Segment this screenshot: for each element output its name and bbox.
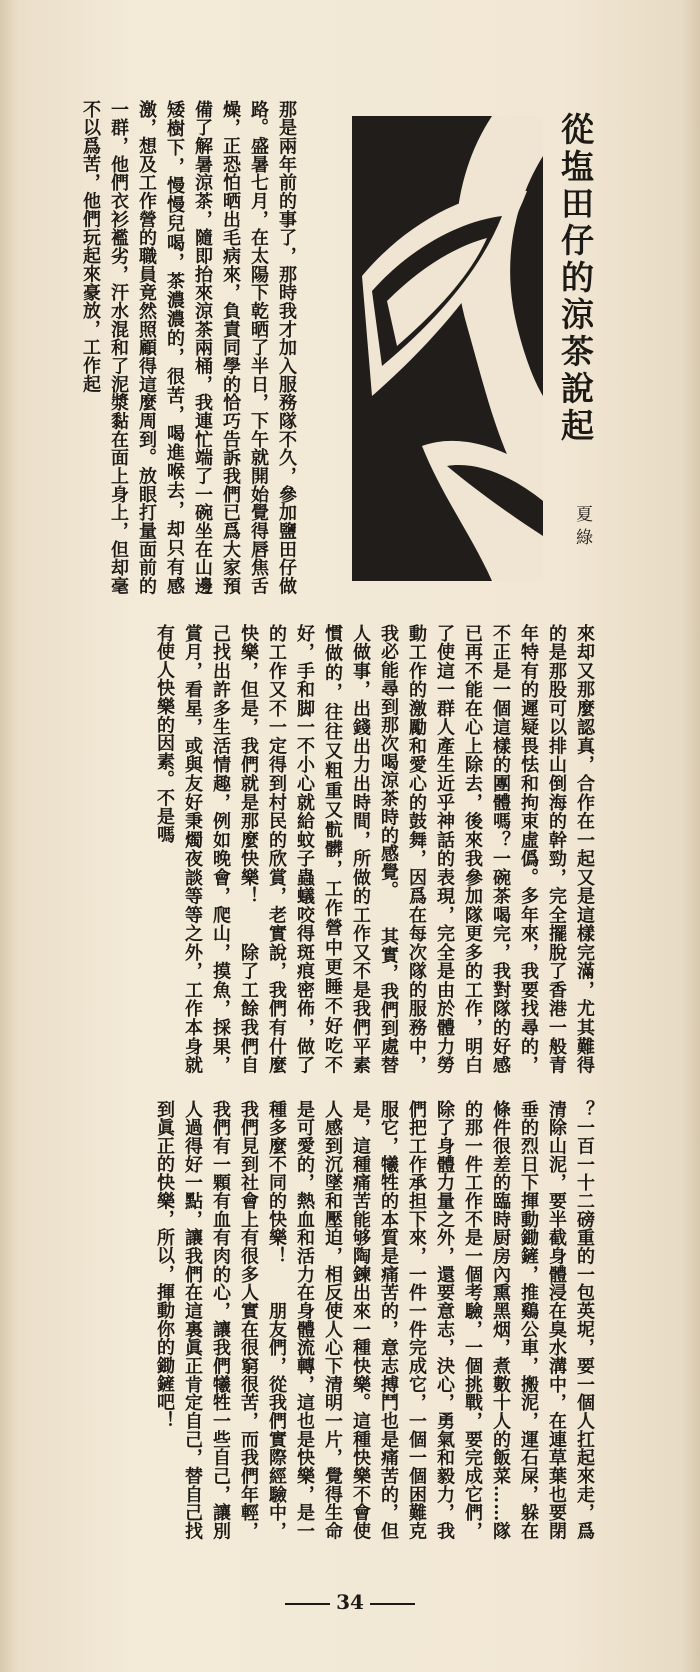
abstract-illustration bbox=[352, 116, 543, 581]
body-text-block-bottom: ？一百一十二磅重的一包英坭，要一個人扛起來走，爲清除山泥，要半截身體浸在臭水溝中，在連草葉也要閉垂的烈日下揮動鋤鏟，推鷄公車，搬泥，運石屎，躲在條件很差的臨時厨房內熏黑烟，煮數十人的飯菜……隊的那一件工作不是一個考驗，一個挑戰，要完成它們，除了身體力量之外，還要意志，決心，勇氣和毅力，我們把工作承担下來，一件一件完成它，一個一個困難克服它，犧牲的本質是痛苦的，意志搏鬥也是痛苦的，但是，這種痛苦能够陶鍊出來一種快樂。這種快樂不會使人感到沉墜和壓迫，相反使人心下清明一片，覺得生命是可愛的，熱血和活力在身體流轉，這也是快樂，是一種多麼不同的快樂！ 朋友們，從我們實際經驗中，我們見到社會上有很多人實在很窮很苦，而我們年輕，我們有一顆有血有肉的心，讓我們犧牲一些自己，讓別人過得好一點，讓我們在這裏眞正肯定自己，替自己找到眞正的快樂，所以，揮動你的鋤鏟吧！ bbox=[154, 1100, 595, 1540]
page-number: 34 bbox=[0, 1590, 700, 1614]
body-text-block-middle: 來却又那麼認真，合作在一起又是這樣完滿，尤其難得的是那股可以排山倒海的幹勁，完全擺脫了香港一般青年特有的遲疑畏怯和拘束虛僞。多年來，我要找尋的，不正是一個這樣的團體嗎？一碗茶喝完，我對隊的好感已再不能在心上除去，後來我參加隊更多的工作，明白了使這一群人產生近乎神話的表現，完全是由於體力勞動工作的激勵和愛心的鼓舞，因爲在每次隊的服務中，我必能尋到那次喝涼茶時的感覺。 其實，我們到處替人做事，出錢出力出時間，所做的工作又不是我們平素慣做的，往往又粗重又骯髒，工作營中更睡不好吃不好，手和脚一不小心就給蚊子蟲蟻咬得斑痕密佈，做了的工作又不一定得到村民的欣賞，老實說，我們有什麼快樂，但是，我們就是那麼快樂！ 除了工餘我們自己找出許多生活情趣，例如晚會，爬山，摸魚，採果，賞月，看星，或與友好秉燭夜談等等之外，工作本身就有使人快樂的因素。不是嗎 bbox=[154, 624, 595, 1074]
page-edge-shade bbox=[682, 0, 700, 1672]
article-title: 從塩田仔的涼茶說起 bbox=[556, 112, 595, 445]
illustration-block bbox=[352, 116, 543, 581]
body-text-block-top: 那是兩年前的事了，那時我才加入服務隊不久，參加鹽田仔做路。盛暑七月，在太陽下乾晒了半日，下午就開始覺得唇焦舌燥，正恐怕晒出毛病來，負責同學的恰巧告訴我們已爲大家預備了解暑涼茶，隨即抬來涼茶兩桶，我連忙端了一碗坐在山邊矮樹下，慢慢兒喝，茶濃濃的，很苦，喝進喉去，却只有感激，想及工作營的職員竟然照顧得這麼周到。放眼打量面前的一群，他們衣衫襤劣，汗水混和了泥漿黏在面上身上，但却毫不以爲苦，他們玩起來豪放，工作起 bbox=[80, 100, 297, 595]
article-author: 夏綠 bbox=[572, 505, 592, 551]
page-gutter-shade bbox=[0, 0, 18, 1672]
